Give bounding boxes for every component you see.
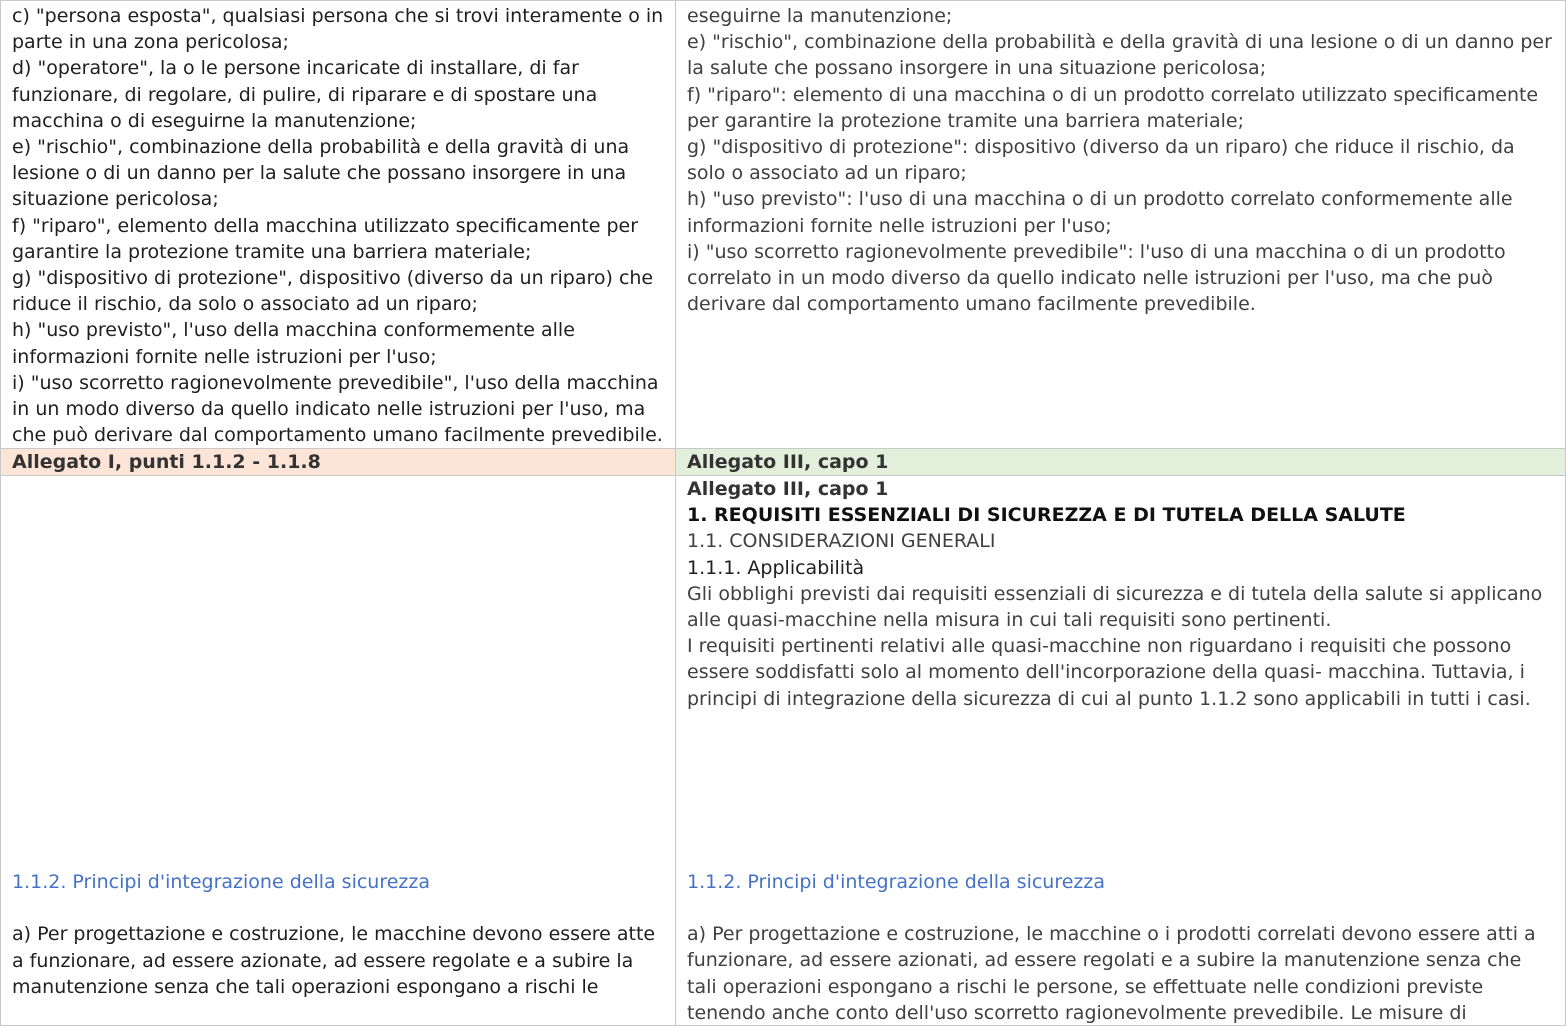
- text-line: lesione o di un danno per la salute che possano insorgere in una: [12, 162, 627, 185]
- text-line: c) "persona esposta", qualsiasi persona che si trovi interamente o in: [12, 5, 664, 27]
- text-line: situazione pericolosa;: [12, 188, 219, 211]
- text-line: manutenzione senza che tali operazioni espongano a rischi le: [12, 975, 599, 998]
- cell-principles-new: [675, 475, 1566, 1026]
- text-line: la salute che possano insorgere in una situazione pericolosa;: [687, 57, 1267, 80]
- header-allegato-iii: [675, 448, 1566, 476]
- text-line: che può derivare dal comportamento umano facilmente prevedibile.: [12, 424, 663, 447]
- text-line: Gli obblighi previsti dai requisiti essenziali di sicurezza e di tutela della salute si applicano: [687, 582, 1543, 605]
- text-line: e) "rischio", combinazione della probabilità e della gravità di una lesione o di un danno per: [687, 31, 1552, 54]
- text-line: f) "riparo": elemento di una macchina o di un prodotto correlato utilizzato specificamente: [687, 83, 1539, 106]
- text-line: i) "uso scorretto ragionevolmente prevedibile": l'uso di una macchina o di un prodotto: [687, 240, 1506, 263]
- text-line: correlato in un modo diverso da quello indicato nelle istruzioni per l'uso, ma che può: [687, 267, 1493, 290]
- text-line: essere soddisfatti solo al momento dell'incorporazione della quasi- macchina. Tuttavia, i: [687, 661, 1525, 684]
- text-line: i) "uso scorretto ragionevolmente prevedibile", l'uso della macchina: [12, 371, 659, 394]
- text-line: derivare dal comportamento umano facilmente prevedibile.: [687, 293, 1256, 316]
- text-line: a) Per progettazione e costruzione, le macchine o i prodotti correlati devono essere atti a: [687, 923, 1536, 946]
- text-line: I requisiti pertinenti relativi alle quasi-macchine non riguardano i requisiti che possono: [687, 635, 1512, 658]
- text-line: funzionare, di regolare, di pulire, di riparare e di spostare una: [12, 83, 598, 106]
- text-line: per garantire la protezione tramite una barriera materiale;: [687, 109, 1244, 132]
- text-line: funzionare, ad essere azionati, ad essere regolati e a subire la manutenzione senza che: [687, 949, 1522, 972]
- text-line: h) "uso previsto": l'uso di una macchina o di un prodotto correlato conformemente alle: [687, 188, 1513, 211]
- text-line: a funzionare, ad essere azionate, ad essere regolate e a subire la: [12, 949, 634, 972]
- section-title: 1.1.2. Principi d'integrazione della sicurezza: [687, 870, 1106, 893]
- text-line: in un modo diverso da quello indicato nelle istruzioni per l'uso, ma: [12, 398, 646, 421]
- text-line: h) "uso previsto", l'uso della macchina conformemente alle: [12, 319, 575, 342]
- cell-definitions-old: [0, 0, 676, 449]
- text-line: solo o associato ad un riparo;: [687, 162, 967, 185]
- text-line: macchina o di eseguirne la manutenzione;: [12, 109, 417, 132]
- text-line: g) "dispositivo di protezione": dispositivo (diverso da un riparo) che riduce il rischio, da: [687, 136, 1515, 159]
- text-line: tenendo anche conto dell'uso scorretto ragionevolmente prevedibile. Le misure di: [687, 1001, 1467, 1024]
- cell-principles-old: [0, 475, 676, 1026]
- empty-space: [12, 476, 665, 869]
- text-line: parte in una zona pericolosa;: [12, 31, 289, 54]
- text-line: informazioni fornite nelle istruzioni per l'uso;: [687, 214, 1112, 237]
- header-allegato-i: [0, 448, 676, 476]
- header-right-label: Allegato III, capo 1: [687, 451, 889, 473]
- text-line: principi di integrazione della sicurezza di cui al punto 1.1.2 sono applicabili in tutti i casi.: [687, 687, 1531, 710]
- text-line: alle quasi-macchine nella misura in cui tali requisiti sono pertinenti.: [687, 609, 1332, 632]
- text-line: f) "riparo", elemento della macchina utilizzato specificamente per: [12, 214, 639, 237]
- text-line: garantire la protezione tramite una barriera materiale;: [12, 240, 532, 263]
- section-title: 1.1.2. Principi d'integrazione della sicurezza: [12, 871, 431, 893]
- requirements-title: 1. REQUISITI ESSENZIALI DI SICUREZZA E DI TUTELA DELLA SALUTE: [687, 504, 1406, 527]
- text-line: g) "dispositivo di protezione", dispositivo (diverso da un riparo) che: [12, 267, 654, 290]
- text-line: e) "rischio", combinazione della probabilità e della gravità di una: [12, 136, 630, 159]
- text-line: tali operazioni espongano a rischi le persone, se effettuate nelle condizioni previste: [687, 975, 1484, 998]
- cell-definitions-new: [675, 0, 1566, 449]
- text-line: eseguirne la manutenzione;: [687, 5, 953, 27]
- blank-line: [12, 895, 665, 921]
- text-line: d) "operatore", la o le persone incaricate di installare, di far: [12, 57, 579, 80]
- header-left-label: Allegato I, punti 1.1.2 - 1.1.8: [12, 451, 321, 473]
- general-considerations: 1.1. CONSIDERAZIONI GENERALI: [687, 530, 996, 553]
- text-line: informazioni fornite nelle istruzioni per l'uso;: [12, 345, 437, 368]
- empty-space: [687, 712, 1555, 869]
- text-line: riduce il rischio, da solo o associato ad un riparo;: [12, 293, 478, 316]
- blank-line: [687, 895, 1555, 921]
- applicability-subsection: 1.1.1. Applicabilità: [687, 556, 865, 579]
- text-line: a) Per progettazione e costruzione, le macchine devono essere atte: [12, 923, 656, 946]
- annex-heading: Allegato III, capo 1: [687, 478, 889, 500]
